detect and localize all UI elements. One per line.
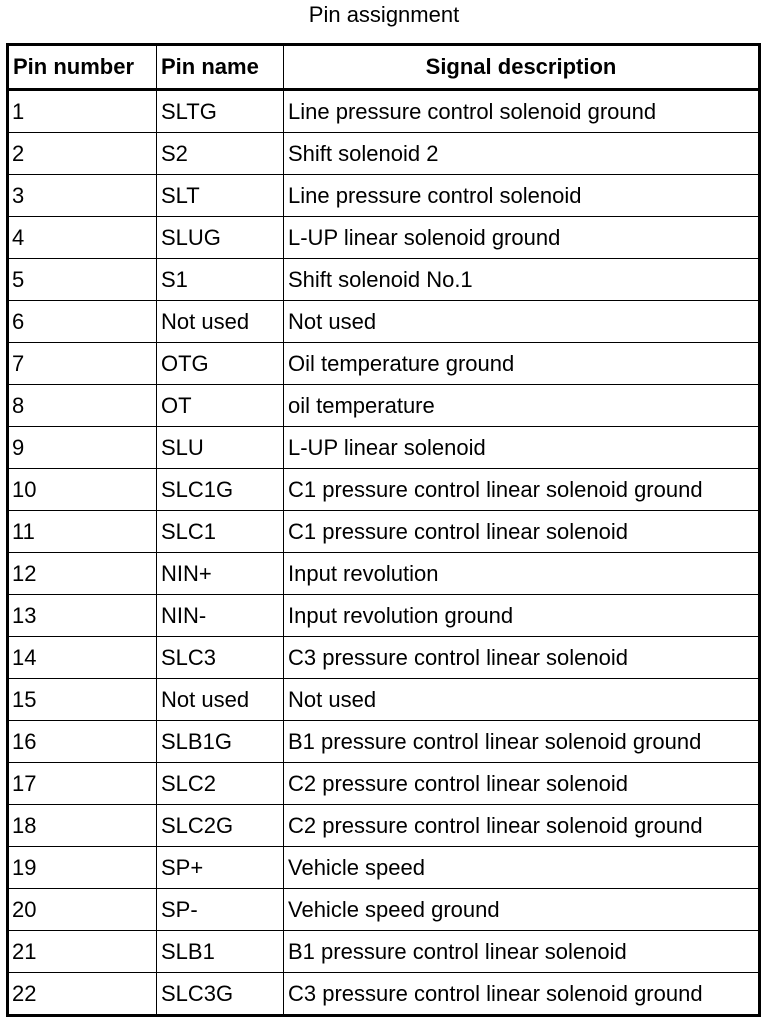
pin-name-cell: NIN- [157,595,284,637]
header-pin-name: Pin name [157,45,284,90]
pin-name-cell: SLB1G [157,721,284,763]
pin-number-cell: 3 [8,175,157,217]
pin-number-cell: 12 [8,553,157,595]
pin-name-cell: SP- [157,889,284,931]
table-row [8,721,760,763]
pin-name-cell: SLU [157,427,284,469]
pin-name-cell: OT [157,385,284,427]
pin-number-cell: 16 [8,721,157,763]
pin-name-cell: SLC2 [157,763,284,805]
pin-number-cell: 22 [8,973,157,1016]
table-row [8,553,760,595]
header-signal-description: Signal description [284,45,760,90]
table-row [8,595,760,637]
pin-name-cell: SLC3 [157,637,284,679]
signal-description-cell: Vehicle speed ground [284,889,760,931]
signal-description-cell: Shift solenoid No.1 [284,259,760,301]
table-row [8,469,760,511]
signal-description-cell: C3 pressure control linear solenoid ground [284,973,760,1016]
pin-number-cell: 13 [8,595,157,637]
signal-description-cell: C2 pressure control linear solenoid [284,763,760,805]
signal-description-cell: Input revolution [284,553,760,595]
signal-description-cell: C1 pressure control linear solenoid [284,511,760,553]
table-row [8,763,760,805]
signal-description-cell: Vehicle speed [284,847,760,889]
pin-number-cell: 10 [8,469,157,511]
pin-name-cell: Not used [157,301,284,343]
table-row [8,679,760,721]
pin-number-cell: 19 [8,847,157,889]
pin-number-cell: 7 [8,343,157,385]
pin-name-cell: SLTG [157,90,284,133]
pin-name-cell: SLC1 [157,511,284,553]
pin-number-cell: 4 [8,217,157,259]
pin-number-cell: 6 [8,301,157,343]
table-row [8,133,760,175]
table-header-row [8,45,760,90]
pin-number-cell: 14 [8,637,157,679]
header-pin-number: Pin number [8,45,157,90]
pin-name-cell: Not used [157,679,284,721]
pin-number-cell: 2 [8,133,157,175]
pin-assignment-table [6,43,761,1017]
table-row [8,889,760,931]
pin-number-cell: 18 [8,805,157,847]
pin-number-cell: 11 [8,511,157,553]
table-row [8,847,760,889]
pin-name-cell: S1 [157,259,284,301]
signal-description-cell: C2 pressure control linear solenoid ground [284,805,760,847]
pin-number-cell: 1 [8,90,157,133]
table-row [8,427,760,469]
pin-name-cell: SLUG [157,217,284,259]
page-title: Pin assignment [308,2,460,27]
signal-description-cell: C1 pressure control linear solenoid ground [284,469,760,511]
table-row [8,259,760,301]
pin-number-cell: 9 [8,427,157,469]
table-row [8,637,760,679]
pin-number-cell: 15 [8,679,157,721]
signal-description-cell: Not used [284,679,760,721]
table-row [8,973,760,1016]
pin-name-cell: SLC2G [157,805,284,847]
pin-number-cell: 5 [8,259,157,301]
signal-description-cell: Oil temperature ground [284,343,760,385]
signal-description-cell: Line pressure control solenoid [284,175,760,217]
table-row [8,175,760,217]
table-row [8,385,760,427]
signal-description-cell: Shift solenoid 2 [284,133,760,175]
table-row [8,301,760,343]
pin-name-cell: SP+ [157,847,284,889]
signal-description-cell: Not used [284,301,760,343]
table-row [8,343,760,385]
signal-description-cell: L-UP linear solenoid [284,427,760,469]
table-row [8,217,760,259]
pin-number-cell: 21 [8,931,157,973]
pin-number-cell: 17 [8,763,157,805]
pin-name-cell: OTG [157,343,284,385]
pin-name-cell: SLT [157,175,284,217]
pin-number-cell: 20 [8,889,157,931]
pin-name-cell: SLB1 [157,931,284,973]
pin-name-cell: SLC1G [157,469,284,511]
pin-number-cell: 8 [8,385,157,427]
signal-description-cell: Line pressure control solenoid ground [284,90,760,133]
signal-description-cell: B1 pressure control linear solenoid ground [284,721,760,763]
signal-description-cell: B1 pressure control linear solenoid [284,931,760,973]
signal-description-cell: Input revolution ground [284,595,760,637]
pin-name-cell: S2 [157,133,284,175]
table-body [8,90,760,1016]
pin-name-cell: NIN+ [157,553,284,595]
signal-description-cell: C3 pressure control linear solenoid [284,637,760,679]
table-row [8,805,760,847]
table-row [8,931,760,973]
signal-description-cell: oil temperature [284,385,760,427]
table-row [8,511,760,553]
table-row [8,90,760,133]
signal-description-cell: L-UP linear solenoid ground [284,217,760,259]
pin-name-cell: SLC3G [157,973,284,1016]
